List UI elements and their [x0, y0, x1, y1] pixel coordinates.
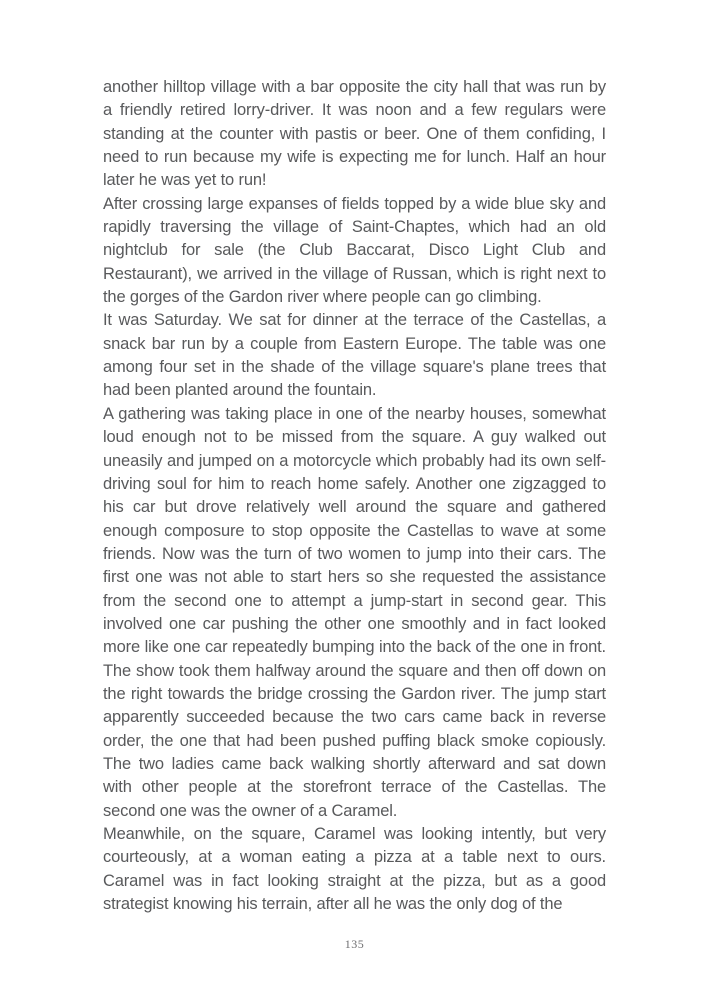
- body-paragraph: After crossing large expanses of fields topped by a wide blue sky and rapidly traversing the village of Saint-Chaptes, which had an old nightclub for sale (the Club Baccarat, Disco Light Club and Restaurant), we arrived in the village of Russan, which is right next to the gorges of the Gardon river where people can go climbing.: [103, 194, 606, 307]
- page-text-block: [103, 76, 606, 916]
- page-number: 135: [344, 937, 365, 951]
- body-paragraph: another hilltop village with a bar opposite the city hall that was run by a friendly retired lorry-driver. It was noon and a few regulars were standing at the counter with pastis or beer. One of them confiding, I need to run because my wife is expecting me for lunch. Half an hour later he was yet to run!: [103, 78, 606, 190]
- body-paragraph: A gathering was taking place in one of the nearby houses, somewhat loud enough not to be missed from the square. A guy walked out uneasily and jumped on a motorcycle which probably had its own self-driving soul for him to reach home safely. Another one zigzagged to his car but drove relatively well around the square and gathered enough composure to stop opposite the Castellas to wave at some friends. Now was the turn of two women to jump into their cars. The first one was not able to start hers so she requested the assistance from the second one to attempt a jump-start in second gear. This involved one car pushing the other one smoothly and in fact looked more like one car repeatedly bumping into the back of the one in front. The show took them halfway around the square and then off down on the right towards the bridge crossing the Gardon river. The jump start apparently succeeded because the two cars came back in reverse order, the one that had been pushed puffing black smoke copiously. The two ladies came back walking shortly afterward and sat down with other people at the storefront terrace of the Castellas. The second one was the owner of a Caramel.: [103, 404, 606, 820]
- body-paragraph: It was Saturday. We sat for dinner at the terrace of the Castellas, a snack bar run by a couple from Eastern Europe. The table was one among four set in the shade of the village square's plane trees that had been planted around the fountain.: [103, 311, 606, 400]
- body-paragraph: Meanwhile, on the square, Caramel was looking intently, but very courteously, at a woman eating a pizza at a table next to ours. Caramel was in fact looking straight at the pizza, but as a good strategist knowing his terrain, after all he was the only dog of the: [103, 825, 606, 914]
